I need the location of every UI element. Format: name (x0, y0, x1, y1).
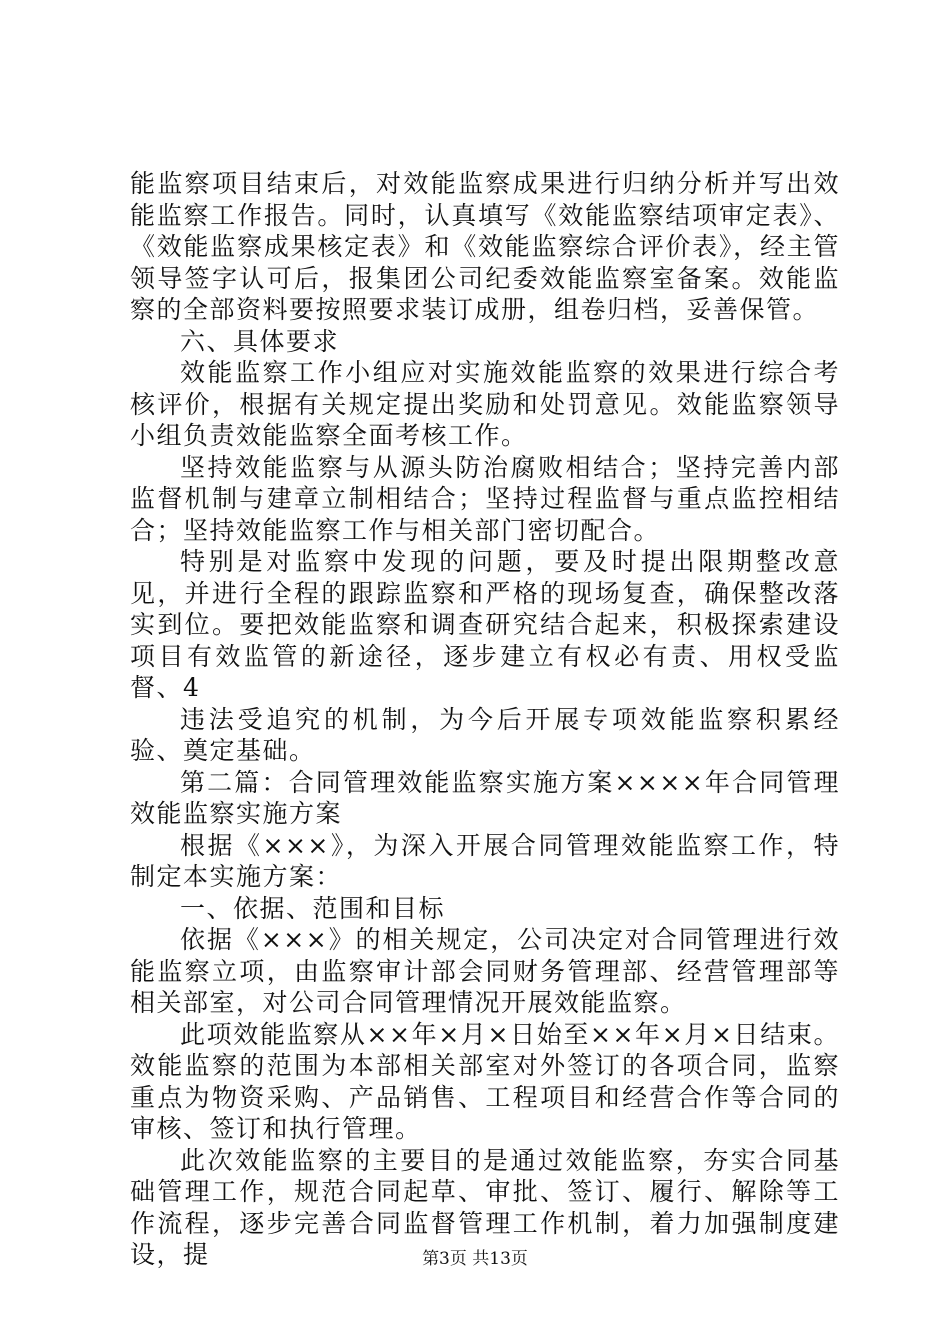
paragraph: 此次效能监察的主要目的是通过效能监察，夯实合同基础管理工作，规范合同起草、审批、签订、履行、解除等工作流程，逐步完善合同监督管理工作机制，着力加强制度建设，提 (130, 1145, 840, 1269)
page-number-footer: 第3页 共13页 (422, 1249, 528, 1269)
paragraph: 依据《×××》的相关规定，公司决定对合同管理进行效能监察立项，由监察审计部会同财务管理部、经营管理部等相关部室，对公司合同管理情况开展效能监察。 (130, 925, 840, 1017)
section-heading-basis: 一、依据、范围和目标 (180, 893, 446, 923)
document-body (130, 168, 840, 1271)
paragraph: 违法受追究的机制，为今后开展专项效能监察积累经验、奠定基础。 (130, 704, 840, 765)
paragraph: 坚持效能监察与从源头防治腐败相结合；坚持完善内部监督机制与建章立制相结合；坚持过程监督与重点监控相结合；坚持效能监察工作与相关部门密切配合。 (130, 452, 840, 545)
paragraph-continued: 能监察项目结束后，对效能监察成果进行归纳分析并写出效能监察工作报告。同时，认真填写《效能监察结项审定表》、《效能监察成果核定表》和《效能监察综合评价表》，经主管领导签字认可后，报集团公司纪委效能监察室备案。效能监察的全部资料要按照要求装订成册，组卷归档，妥善保管。 (130, 169, 840, 324)
chapter-title: 第二篇：合同管理效能监察实施方案××××年合同管理效能监察实施方案 (130, 767, 840, 828)
paragraph: 根据《×××》，为深入开展合同管理效能监察工作，特制定本实施方案： (130, 830, 840, 891)
paragraph: 效能监察工作小组应对实施效能监察的效果进行综合考核评价，根据有关规定提出奖励和处罚意见。效能监察领导小组负责效能监察全面考核工作。 (130, 358, 840, 450)
paragraph: 特别是对监察中发现的问题，要及时提出限期整改意见，并进行全程的跟踪监察和严格的现场复查，确保整改落实到位。要把效能监察和调查研究结合起来，积极探索建设项目有效监管的新途径，逐步建立有权必有责、用权受监督、4 (130, 547, 840, 702)
section-heading-requirements: 六、具体要求 (180, 326, 340, 356)
paragraph: 此项效能监察从××年×月×日始至××年×月×日结束。效能监察的范围为本部相关部室对外签订的各项合同，监察重点为物资采购、产品销售、工程项目和经营合作等合同的审核、签订和执行管理。 (130, 1019, 840, 1143)
